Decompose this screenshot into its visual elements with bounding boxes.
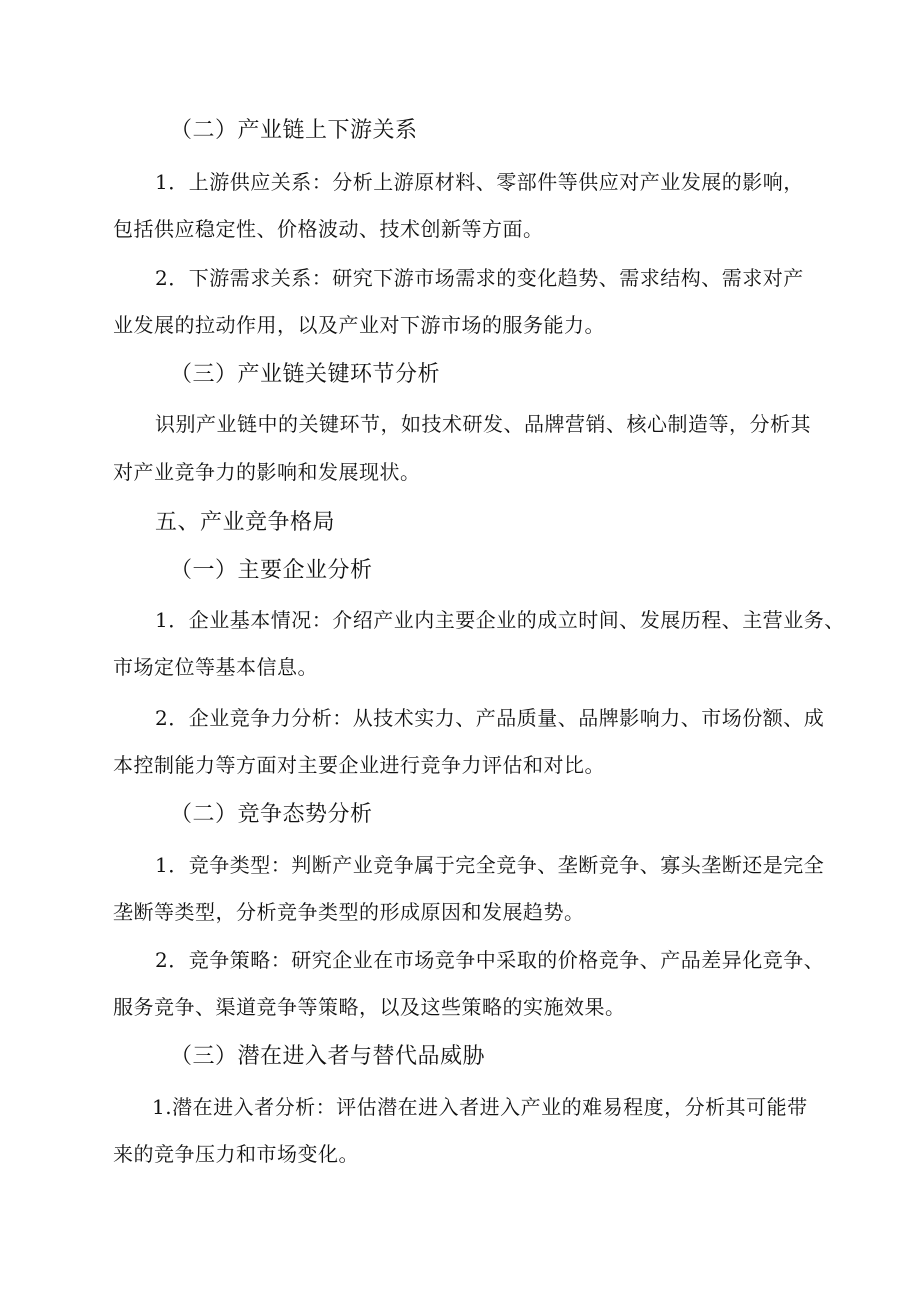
- heading-key-links: （三）产业链关键环节分析: [170, 362, 441, 387]
- heading-industry-chain-relations: （二）产业链上下游关系: [170, 118, 418, 143]
- paragraph-line: 识别产业链中的关键环节，如技术研发、品牌营销、核心制造等，分析其: [155, 412, 811, 436]
- paragraph-line: 本控制能力等方面对主要企业进行竞争力评估和对比。: [113, 753, 605, 777]
- paragraph-line: 服务竞争、渠道竞争等策略，以及这些策略的实施效果。: [113, 995, 626, 1019]
- section-title-competition: 五、产业竞争格局: [155, 510, 336, 535]
- paragraph-line: 来的竞争压力和市场变化。: [113, 1142, 359, 1166]
- paragraph-line: 1．企业基本情况：介绍产业内主要企业的成立时间、发展历程、主营业务、: [155, 608, 845, 632]
- paragraph-line: 1．竞争类型：判断产业竞争属于完全竞争、垄断竞争、寡头垄断还是完全: [155, 853, 825, 877]
- heading-major-enterprises: （一）主要企业分析: [170, 558, 373, 583]
- paragraph-line: 业发展的拉动作用，以及产业对下游市场的服务能力。: [113, 313, 605, 337]
- heading-competition-situation: （二）竞争态势分析: [170, 802, 373, 827]
- paragraph-line: 2．竞争策略：研究企业在市场竞争中采取的价格竞争、产品差异化竞争、: [155, 948, 825, 972]
- paragraph-line: 1．上游供应关系：分析上游原材料、零部件等供应对产业发展的影响，: [155, 170, 804, 194]
- paragraph-line: 2．企业竞争力分析：从技术实力、产品质量、品牌影响力、市场份额、成: [155, 706, 825, 730]
- paragraph-line: 1.潜在进入者分析：评估潜在进入者进入产业的难易程度，分析其可能带: [152, 1095, 808, 1119]
- paragraph-line: 对产业竞争力的影响和发展现状。: [113, 460, 421, 484]
- paragraph-line: 2．下游需求关系：研究下游市场需求的变化趋势、需求结构、需求对产: [155, 266, 804, 290]
- paragraph-line: 包括供应稳定性、价格波动、技术创新等方面。: [113, 217, 544, 241]
- paragraph-line: 垄断等类型，分析竞争类型的形成原因和发展趋势。: [113, 900, 585, 924]
- paragraph-line: 市场定位等基本信息。: [113, 655, 318, 679]
- heading-potential-entrants: （三）潜在进入者与替代品威胁: [170, 1044, 486, 1069]
